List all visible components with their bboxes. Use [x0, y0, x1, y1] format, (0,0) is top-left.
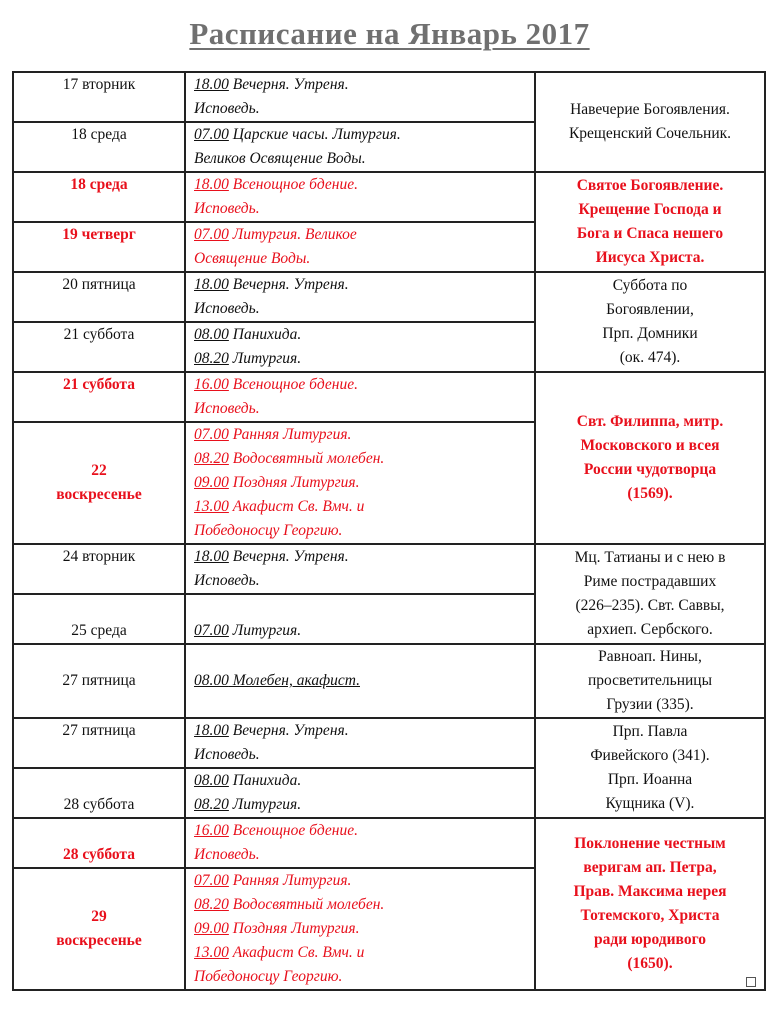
table-row: [13, 172, 765, 222]
feast-cell: Суббота по Богоявлении, Прп. Домники (ок. 474).: [535, 272, 765, 372]
service-cell: 16.00 Всенощное бдение. Исповедь.: [185, 818, 535, 868]
date-cell: 27 пятница: [13, 644, 185, 718]
date-cell: 28 суббота: [13, 768, 185, 818]
table-row: [13, 272, 765, 322]
date-cell: 28 суббота: [13, 818, 185, 868]
feast-cell: Свт. Филиппа, митр. Московского и всея России чудотворца (1569).: [535, 372, 765, 544]
schedule-table: [12, 71, 766, 991]
date-cell: 22 воскресенье: [13, 422, 185, 544]
table-row: [13, 718, 765, 768]
table-row: [13, 372, 765, 422]
table-row: [13, 818, 765, 868]
date-cell: 18 среда: [13, 122, 185, 172]
service-cell: 18.00 Вечерня. Утреня. Исповедь.: [185, 272, 535, 322]
feast-cell: Поклонение честным веригам ап. Петра, Прав. Максима нерея Тотемского, Христа ради юродивого (1650).: [535, 818, 765, 990]
service-cell: 16.00 Всенощное бдение. Исповедь.: [185, 372, 535, 422]
feast-cell: Навечерие Богоявления. Крещенский Сочельник.: [535, 72, 765, 172]
service-cell: 18.00 Вечерня. Утреня. Исповедь.: [185, 72, 535, 122]
feast-cell: Мц. Татианы и с нею в Риме пострадавших (226–235). Свт. Саввы, архиеп. Сербского.: [535, 544, 765, 644]
service-cell: 08.00 Молебен, акафист.: [185, 644, 535, 718]
date-cell: 27 пятница: [13, 718, 185, 768]
date-cell: 21 суббота: [13, 322, 185, 372]
table-row: [13, 72, 765, 122]
date-cell: 21 суббота: [13, 372, 185, 422]
table-row: [13, 544, 765, 594]
service-cell: 07.00 Литургия. Великое Освящение Воды.: [185, 222, 535, 272]
date-cell: 20 пятница: [13, 272, 185, 322]
service-cell: 07.00 Ранняя Литургия. 08.20 Водосвятный молебен. 09.00 Поздняя Литургия. 13.00 Акафист Св. Вмч. и Победоносцу Георгию.: [185, 868, 535, 990]
feast-cell: Равноап. Нины, просветительницы Грузии (335).: [535, 644, 765, 718]
service-cell: 08.00 Панихида. 08.20 Литургия.: [185, 322, 535, 372]
date-cell: 19 четверг: [13, 222, 185, 272]
date-cell: 17 вторник: [13, 72, 185, 122]
date-cell: 25 среда: [13, 594, 185, 644]
date-cell: 18 среда: [13, 172, 185, 222]
table-row: [13, 644, 765, 718]
service-cell: 08.00 Панихида. 08.20 Литургия.: [185, 768, 535, 818]
service-cell: 07.00 Литургия.: [185, 594, 535, 644]
service-cell: 18.00 Вечерня. Утреня. Исповедь.: [185, 718, 535, 768]
feast-cell: Прп. Павла Фивейского (341). Прп. Иоанна Кущника (V).: [535, 718, 765, 818]
service-cell: 07.00 Царские часы. Литургия. Великов Освящение Воды.: [185, 122, 535, 172]
date-cell: 24 вторник: [13, 544, 185, 594]
date-cell: 29 воскресенье: [13, 868, 185, 990]
service-cell: 18.00 Всенощное бдение. Исповедь.: [185, 172, 535, 222]
service-cell: 07.00 Ранняя Литургия. 08.20 Водосвятный молебен. 09.00 Поздняя Литургия. 13.00 Акафист Св. Вмч. и Победоносцу Георгию.: [185, 422, 535, 544]
service-cell: 18.00 Вечерня. Утреня. Исповедь.: [185, 544, 535, 594]
resize-handle-icon[interactable]: [746, 977, 756, 987]
feast-cell: Святое Богоявление. Крещение Господа и Бога и Спаса нешего Иисуса Христа.: [535, 172, 765, 272]
page-title: Расписание на Январь 2017: [189, 16, 590, 51]
